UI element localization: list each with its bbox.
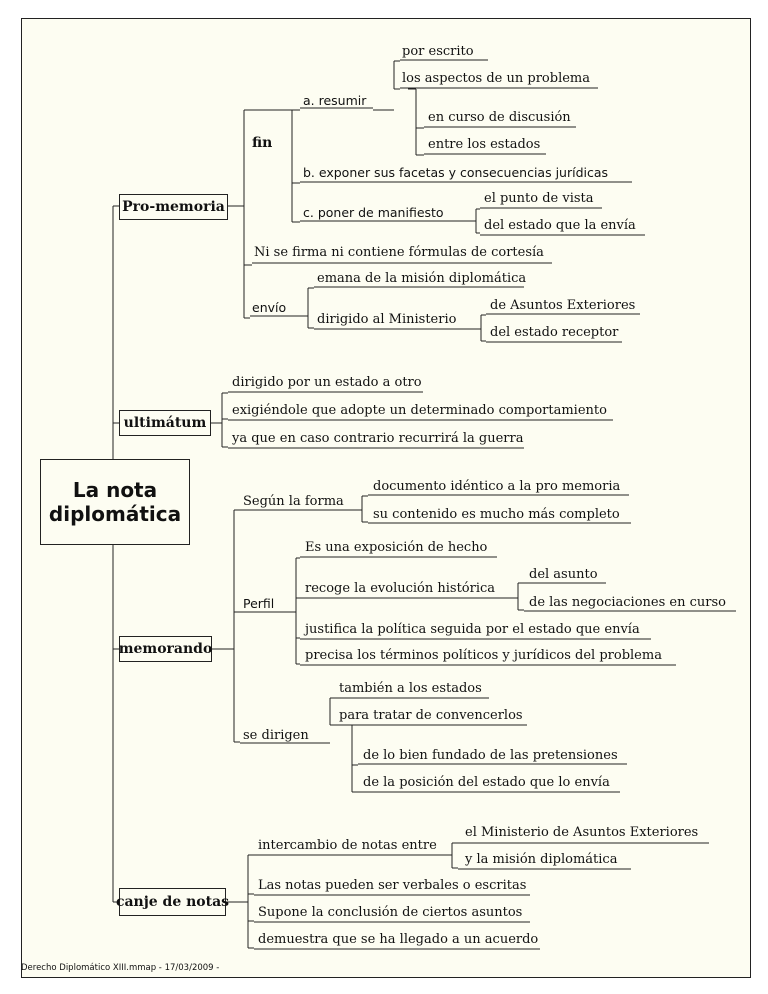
node-emana: emana de la misión diplomática <box>317 271 527 286</box>
node-estado-envia: del estado que la envía <box>484 218 636 233</box>
node-negociaciones: de las negociaciones en curso <box>529 595 726 610</box>
node-en-curso: en curso de discusión <box>428 110 571 125</box>
root-title-line1: La nota <box>72 478 158 502</box>
node-por-escrito: por escrito <box>402 44 474 59</box>
root-title-line2: diplomática <box>48 502 182 526</box>
node-se-dirigen: se dirigen <box>243 728 309 743</box>
node-ni-firma: Ni se firma ni contiene fórmulas de cortesía <box>254 245 544 260</box>
branch-promemoria: Pro-memoria <box>119 194 228 220</box>
node-dirigido-estado: dirigido por un estado a otro <box>232 375 422 390</box>
node-exigiendole: exigiéndole que adopte un determinado comportamiento <box>232 403 607 418</box>
node-exposicion-hecho: Es una exposición de hecho <box>305 540 488 555</box>
node-mision-diplomatica: y la misión diplomática <box>465 852 618 867</box>
root-node <box>40 459 190 545</box>
node-acuerdo: demuestra que se ha llegado a un acuerdo <box>258 932 539 947</box>
branch-memorando: memorando <box>119 636 212 662</box>
node-poner-manifiesto: c. poner de manifiesto <box>303 205 444 220</box>
node-ministerio-asuntos: el Ministerio de Asuntos Exteriores <box>465 825 699 840</box>
footer-filename: Derecho Diplomático XIII.mmap - 17/03/2009 - <box>21 963 220 973</box>
node-documento-identico: documento idéntico a la pro memoria <box>373 479 621 494</box>
node-justifica-politica: justifica la política seguida por el estado que envía <box>305 622 640 637</box>
node-bien-fundado: de lo bien fundado de las pretensiones <box>363 748 618 763</box>
node-guerra: ya que en caso contrario recurrirá la guerra <box>232 431 524 446</box>
node-aspectos: los aspectos de un problema <box>402 71 590 86</box>
node-entre-estados: entre los estados <box>428 137 541 152</box>
node-perfil: Perfil <box>243 596 275 611</box>
branch-canje: canje de notas <box>119 888 226 916</box>
node-fin: fin <box>252 135 273 151</box>
node-punto-vista: el punto de vista <box>484 191 594 206</box>
node-verbales-escritas: Las notas pueden ser verbales o escritas <box>258 878 527 893</box>
node-intercambio: intercambio de notas entre <box>258 838 437 853</box>
node-exponer: b. exponer sus facetas y consecuencias jurídicas <box>303 165 609 180</box>
branch-ultimatum: ultimátum <box>119 410 211 436</box>
node-contenido-completo: su contenido es mucho más completo <box>373 507 620 522</box>
node-convencerlos: para tratar de convencerlos <box>339 708 523 723</box>
node-tambien-estados: también a los estados <box>339 681 482 696</box>
node-resumir: a. resumir <box>303 93 367 108</box>
node-asuntos-exteriores: de Asuntos Exteriores <box>490 298 636 313</box>
node-estado-receptor: del estado receptor <box>490 325 619 340</box>
node-envio: envío <box>252 300 287 315</box>
node-dirigido-ministerio: dirigido al Ministerio <box>317 312 457 327</box>
node-segun-forma: Según la forma <box>243 494 344 509</box>
node-precisa-terminos: precisa los términos políticos y jurídicos del problema <box>305 648 662 663</box>
node-evolucion-historica: recoge la evolución histórica <box>305 581 496 596</box>
node-del-asunto: del asunto <box>529 567 598 582</box>
node-posicion-estado: de la posición del estado que lo envía <box>363 775 610 790</box>
node-conclusion-asuntos: Supone la conclusión de ciertos asuntos <box>258 905 523 920</box>
